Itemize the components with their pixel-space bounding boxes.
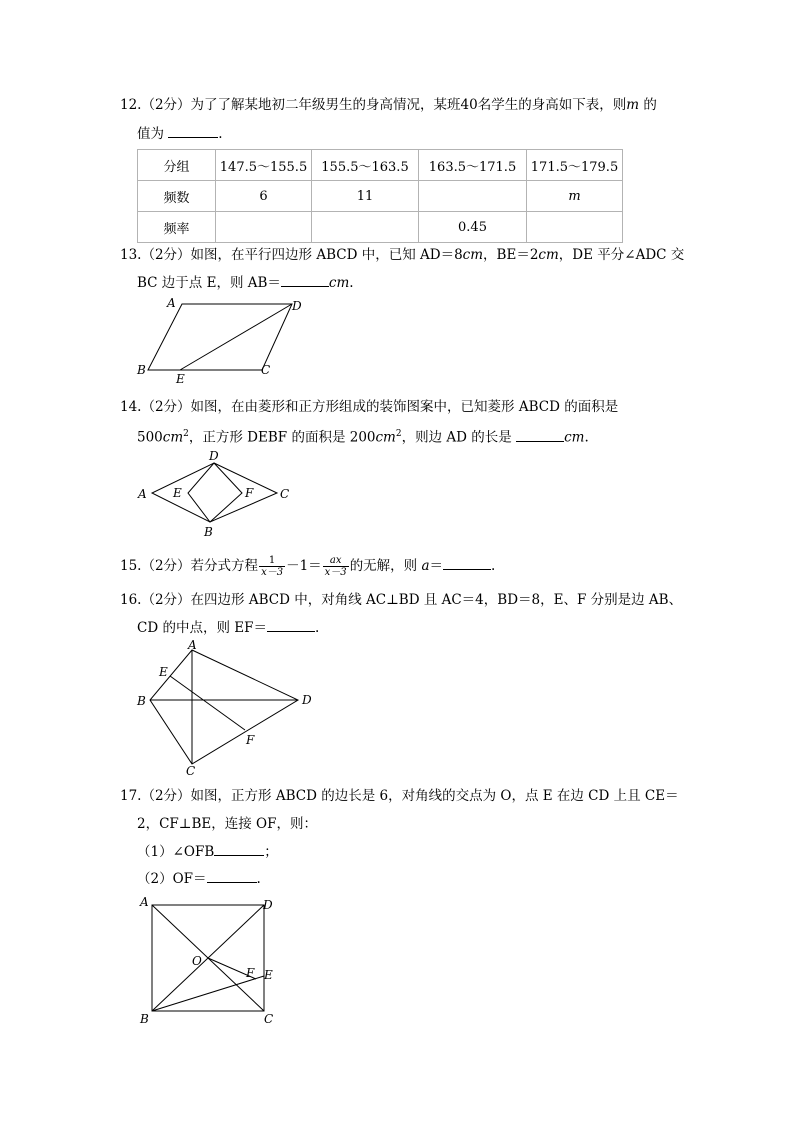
table-row [138,212,623,243]
table-cell: m [527,181,623,212]
label-B: B [140,1012,149,1026]
label-D: D [302,693,312,707]
label-B: B [137,363,146,377]
q17-line1: 17.（2分）如图，正方形 ABCD 的边长是 6，对角线的交点为 O，点 E 在边 CD 上且 CE＝ [120,788,679,804]
label-F: F [246,733,255,747]
quadrilateral-figure [130,638,330,778]
label-E: E [176,372,185,386]
table-cell: 163.5～171.5 [419,150,527,181]
label-D: D [209,449,219,463]
table-cell: 0.45 [419,212,527,243]
label-C: C [261,363,271,377]
label-D: D [292,299,302,313]
table-cell: 171.5～179.5 [527,150,623,181]
label-F: F [246,966,255,980]
rhombus-square-figure [130,447,305,542]
label-E: E [264,968,273,982]
label-A: A [138,487,147,501]
label-C: C [280,487,290,501]
table-cell: 频率 [138,212,216,243]
answer-blank[interactable] [207,882,257,883]
q16-line2: CD 的中点，则 EF＝ . [137,620,320,636]
answer-blank[interactable] [267,631,315,632]
table-cell: 155.5～163.5 [312,150,419,181]
fraction-1: $\frac{1}{x-3}$ [261,555,284,578]
table-cell: 分组 [138,150,216,181]
parallelogram-figure [130,293,320,388]
table-cell [216,212,312,243]
table-row [138,181,623,212]
q15-line: 15.（2分）若分式方程 $\frac{1}{x-3}$ －1＝ $\frac{ax}{x-3}$ 的无解，则 a＝ . [120,555,496,578]
answer-blank[interactable] [516,441,564,442]
table-cell [312,212,419,243]
q12-line2: 值为 . [137,126,223,142]
q13-line2: BC 边于点 E，则 AB＝ cm. [137,275,354,291]
table-cell: 频数 [138,181,216,212]
answer-blank[interactable] [281,286,329,287]
table-cell [419,181,527,212]
label-A: A [188,638,197,652]
label-O: O [192,954,202,968]
table-cell: 147.5～155.5 [216,150,312,181]
table-cell: 6 [216,181,312,212]
label-C: C [186,764,196,778]
label-B: B [137,694,146,708]
q17-sub2: （2）OF＝ . [137,871,261,887]
q14-line2: $500cm^2$，正方形 DEBF 的面积是 $200cm^2$，则边 AD 的长是 cm. [137,429,589,446]
table-cell: 11 [312,181,419,212]
label-D: D [263,898,273,912]
fraction-2: $\frac{ax}{x-3}$ [324,555,347,578]
answer-blank[interactable] [168,137,218,138]
label-C: C [264,1012,274,1026]
q17-sub1: （1）∠OFB ； [137,844,278,860]
table-cell [527,212,623,243]
label-A: A [140,895,149,909]
answer-blank[interactable] [443,569,491,570]
q13-line1: 13.（2分）如图，在平行四边形 ABCD 中，已知 AD＝8cm，BE＝2cm，DE 平分∠ADC 交 [120,247,685,263]
q14-line1: 14.（2分）如图，在由菱形和正方形组成的装饰图案中，已知菱形 ABCD 的面积是 [120,399,619,415]
q12-line1: 12.（2分）为了了解某地初二年级男生的身高情况，某班40名学生的身高如下表，则m 的 [120,97,657,113]
table-row [138,150,623,181]
label-B: B [204,525,213,539]
frequency-table [137,149,623,243]
label-E: E [159,665,168,679]
q17-line2: 2，CF⊥BE，连接 OF，则： [137,816,317,832]
label-A: A [167,296,176,310]
label-E: E [173,486,182,500]
answer-blank[interactable] [214,855,264,856]
q16-line1: 16.（2分）在四边形 ABCD 中，对角线 AC⊥BD 且 AC＝4，BD＝8，E、F 分别是边 AB、 [120,592,683,608]
square-figure [130,890,290,1030]
label-F: F [245,486,254,500]
